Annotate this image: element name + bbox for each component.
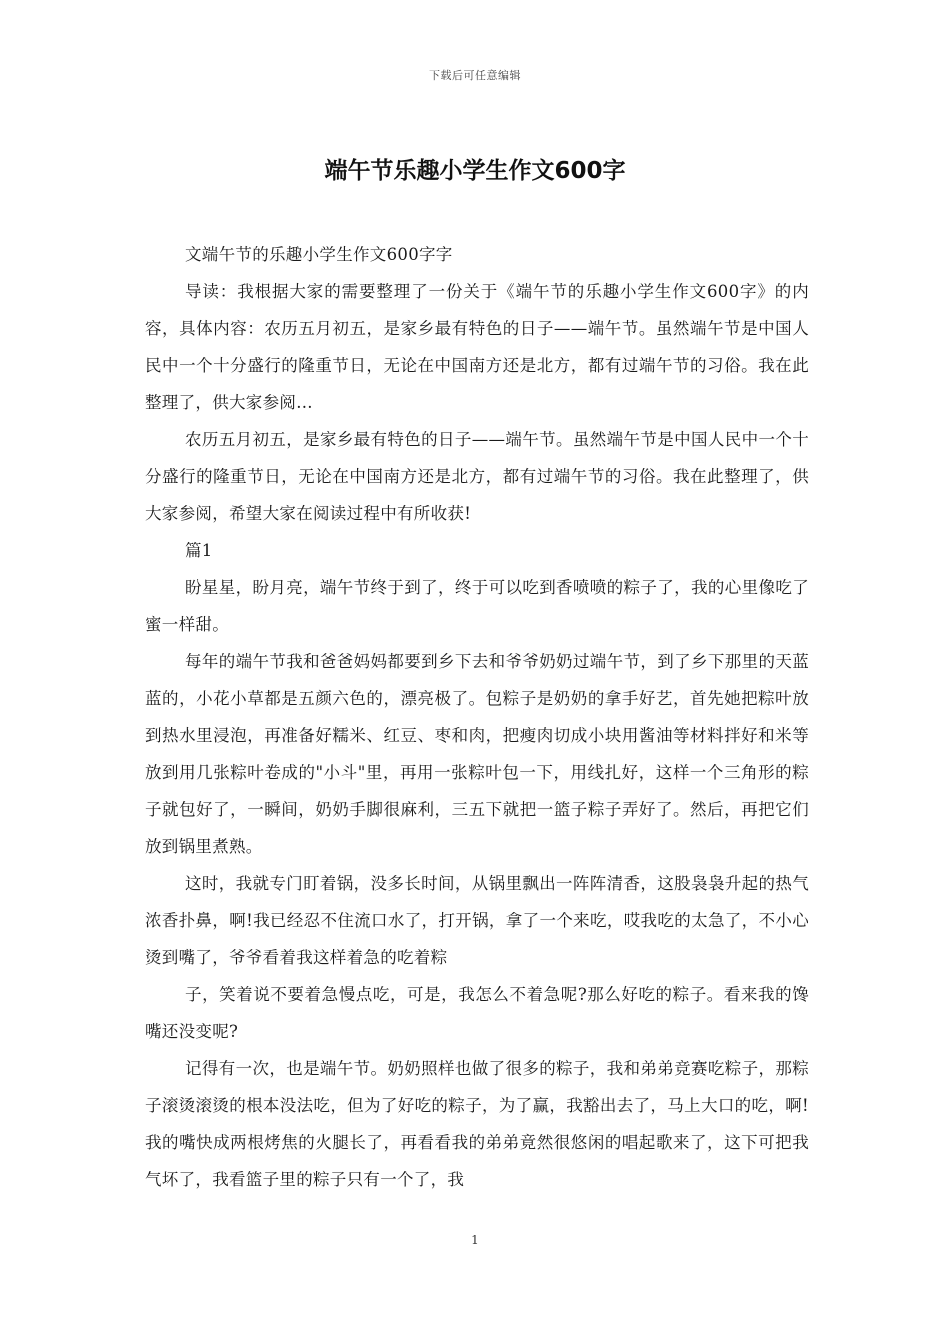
paragraph-summary: 农历五月初五，是家乡最有特色的日子——端午节。虽然端午节是中国人民中一个十分盛行的隆重节日，无论在中国南方还是北方，都有过端午节的习俗。我在此整理了，供大家参阅，希望大家在阅读过程中有所收获! [145, 430, 809, 523]
paragraph: 记得有一次，也是端午节。奶奶照样也做了很多的粽子，我和弟弟竞赛吃粽子，那粽子滚烫滚烫的根本没法吃，但为了好吃的粽子，为了赢，我豁出去了，马上大口的吃，啊!我的嘴快成两根烤焦的火腿长了，再看看我的弟弟竟然很悠闲的唱起歌来了，这下可把我气坏了，我看篮子里的粽子只有一个了，我 [145, 1059, 809, 1189]
paragraph-subtitle: 文端午节的乐趣小学生作文600字字 [185, 245, 453, 264]
document-title: 端午节乐趣小学生作文600字 [324, 158, 626, 184]
paragraph-intro: 导读：我根据大家的需要整理了一份关于《端午节的乐趣小学生作文600字》的内容，具体内容：农历五月初五，是家乡最有特色的日子——端午节。虽然端午节是中国人民中一个十分盛行的隆重节日，无论在中国南方还是北方，都有过端午节的习俗。我在此整理了，供大家参阅... [145, 282, 809, 412]
paragraph: 这时，我就专门盯着锅，没多长时间，从锅里飘出一阵阵清香，这股袅袅升起的热气浓香扑鼻，啊!我已经忍不住流口水了，打开锅，拿了一个来吃，哎我吃的太急了，不小心烫到嘴了，爷爷看着我这样着急的吃着粽 [145, 874, 809, 967]
section-label: 篇1 [185, 541, 213, 560]
paragraph: 盼星星，盼月亮，端午节终于到了，终于可以吃到香喷喷的粽子了，我的心里像吃了蜜一样甜。 [145, 578, 809, 634]
page-number: 1 [471, 1233, 479, 1247]
document-body [145, 236, 809, 1198]
paragraph: 每年的端午节我和爸爸妈妈都要到乡下去和爷爷奶奶过端午节，到了乡下那里的天蓝蓝的，小花小草都是五颜六色的，漂亮极了。包粽子是奶奶的拿手好艺，首先她把粽叶放到热水里浸泡，再准备好糯米、红豆、枣和肉，把瘦肉切成小块用酱油等材料拌好和米等放到用几张粽叶卷成的"小斗"里，再用一张粽叶包一下，用线扎好，这样一个三角形的粽子就包好了，一瞬间，奶奶手脚很麻利，三五下就把一篮子粽子弄好了。然后，再把它们放到锅里煮熟。 [145, 652, 809, 856]
header-note: 下载后可任意编辑 [429, 69, 521, 82]
paragraph: 子，笑着说不要着急慢点吃，可是，我怎么不着急呢?那么好吃的粽子。看来我的馋嘴还没变呢? [145, 985, 809, 1041]
